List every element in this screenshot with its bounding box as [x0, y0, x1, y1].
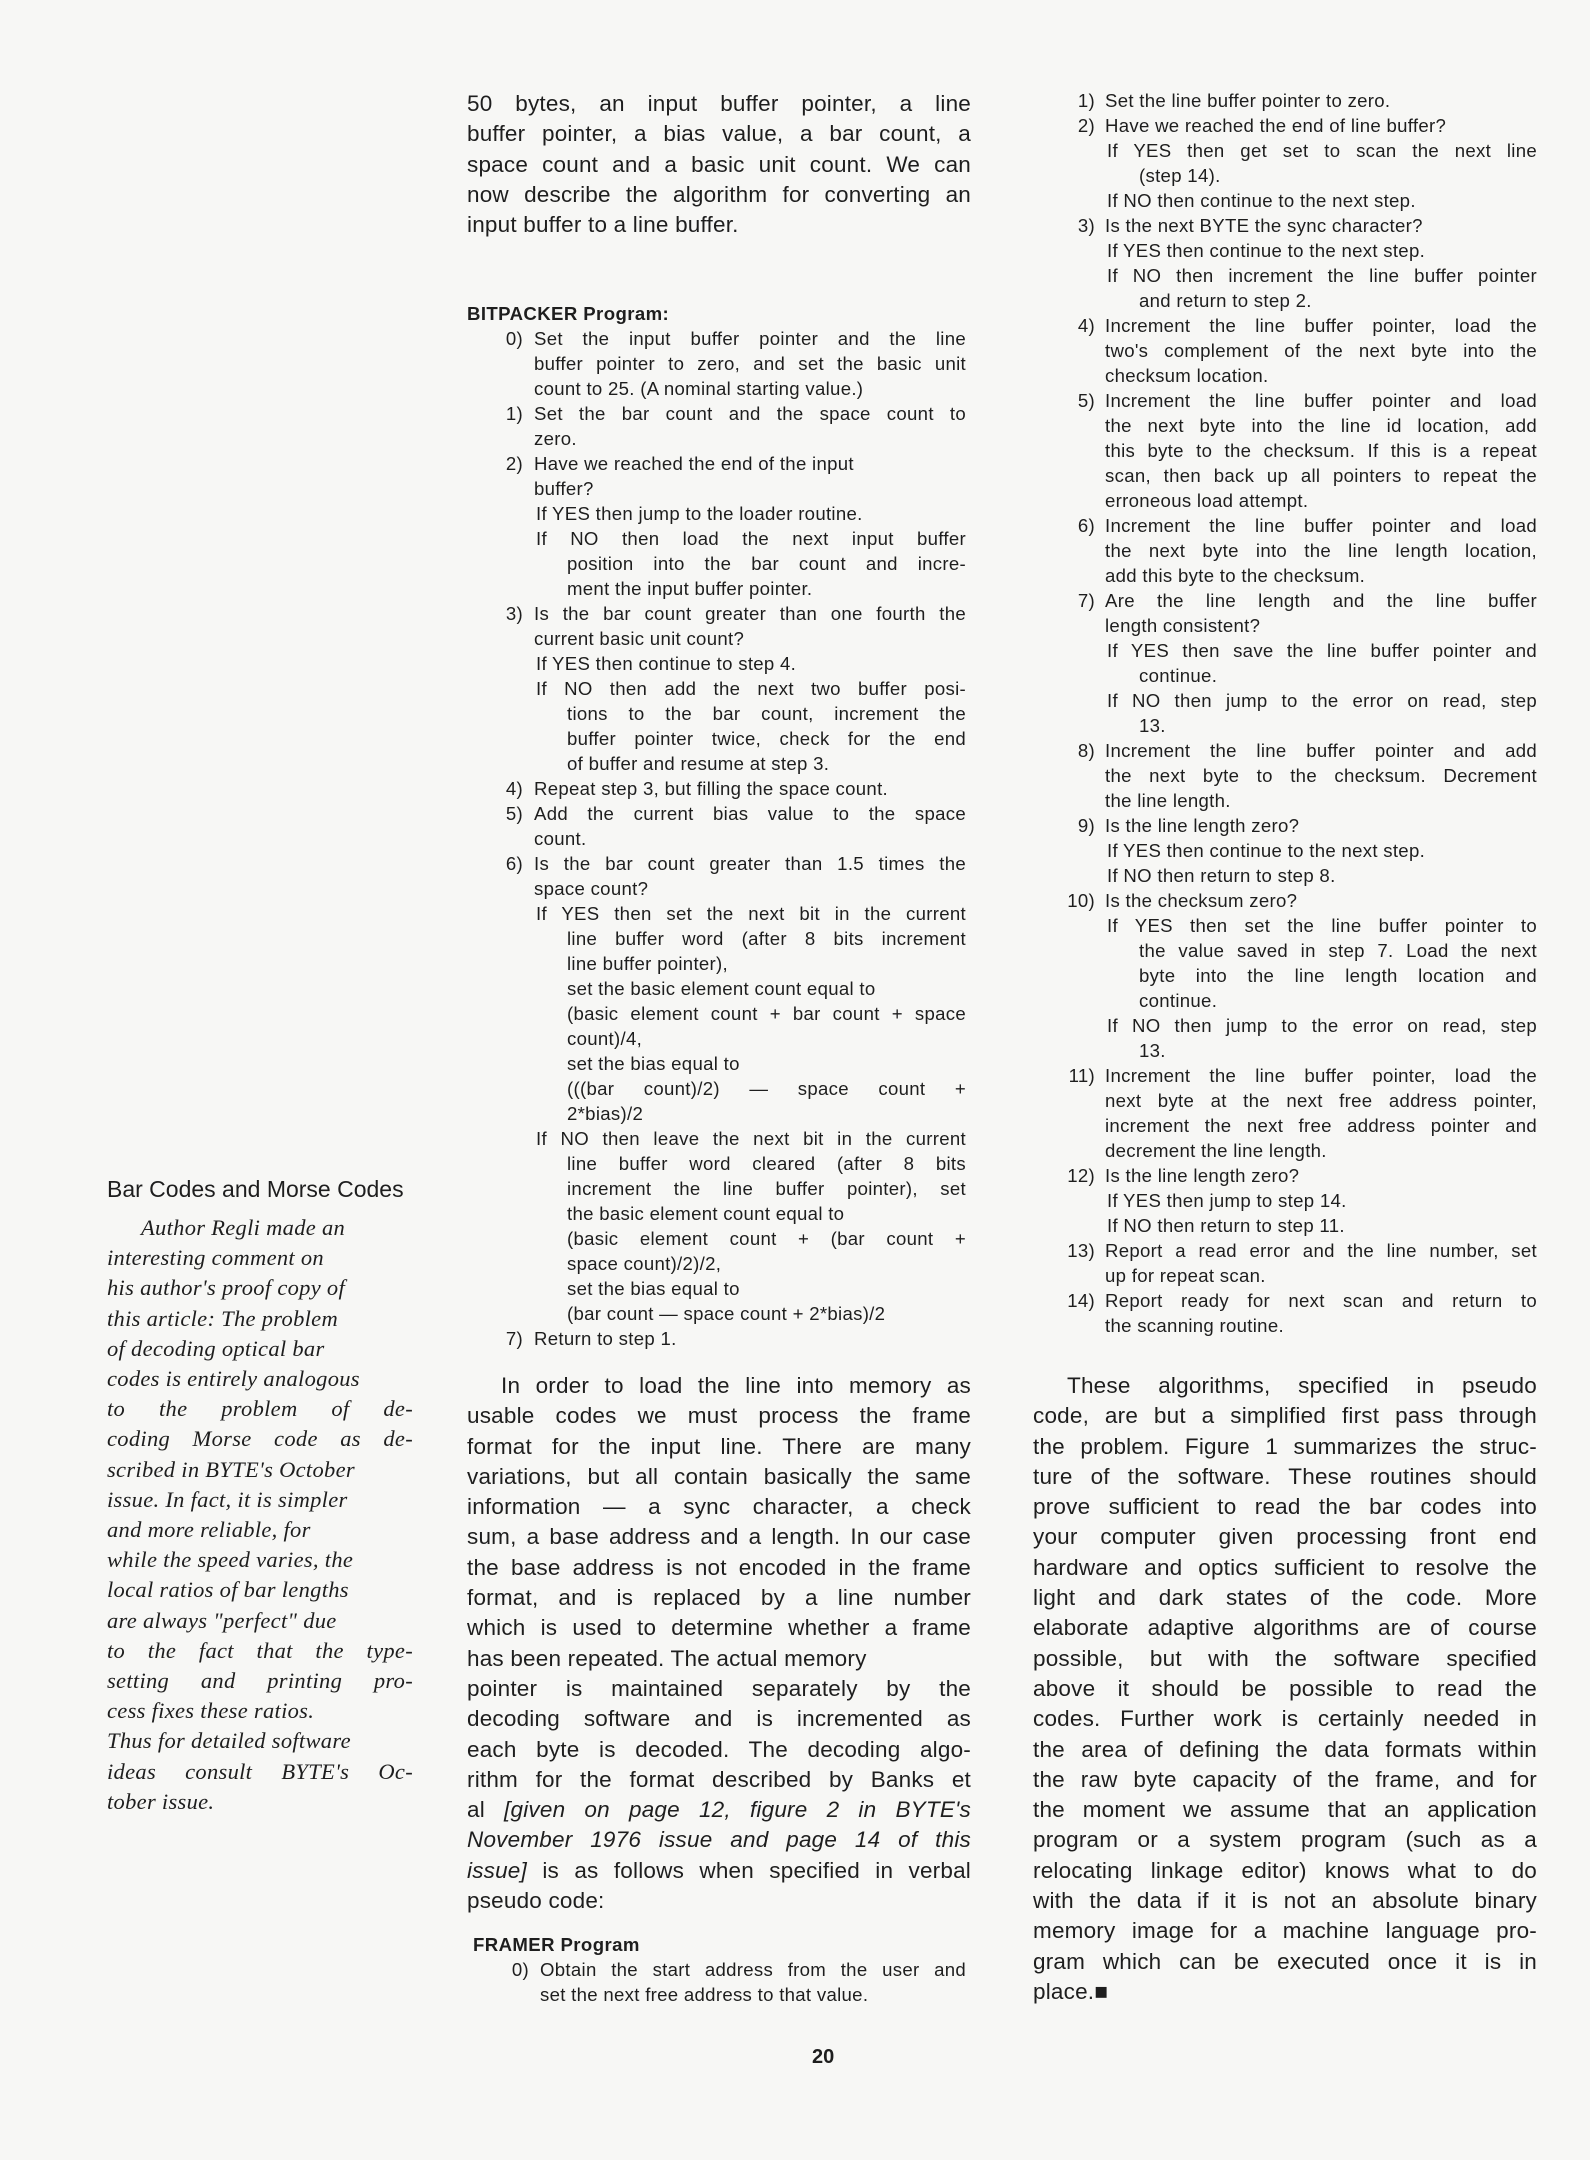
step-number: 5)	[1077, 390, 1095, 411]
text-line: If NO then load the next input buffer	[536, 528, 966, 549]
text-line: now describe the algorithm for converting an	[467, 181, 971, 207]
italic-text: November 1976 issue and page 14 of this	[467, 1827, 971, 1853]
text-line: to the problem of de-	[107, 1396, 413, 1422]
step-number: 7)	[1077, 590, 1095, 611]
text-line: Add the current bias value to the space	[534, 803, 966, 824]
text-line: local ratios of bar lengths	[107, 1577, 349, 1603]
text-line: prove sufficient to read the bar codes into	[1033, 1494, 1537, 1520]
step-number: 4)	[505, 778, 523, 799]
text-line: set the bias equal to	[567, 1278, 740, 1299]
text-line: set the basic element count equal to	[567, 978, 876, 999]
text-line: increment the line buffer pointer), set	[567, 1178, 966, 1199]
text-line: Is the next BYTE the sync character?	[1105, 215, 1423, 236]
text-line: ideas consult BYTE's Oc-	[107, 1758, 413, 1784]
step-branch	[1107, 138, 1537, 188]
text-span: al	[467, 1797, 505, 1823]
framer-steps	[1059, 88, 1537, 1338]
step-branch	[536, 651, 966, 676]
framer-heading: FRAMER Program	[473, 1934, 640, 1955]
step-number: 6)	[505, 853, 523, 874]
text-line: the line length.	[1105, 790, 1231, 811]
text-line: setting and printing pro-	[107, 1668, 413, 1694]
text-line: Report a read error and the line number, set	[1105, 1240, 1537, 1261]
text-line: memory image for a machine language pro-	[1033, 1918, 1537, 1944]
text-line: which is used to determine whether a frame	[467, 1615, 971, 1641]
text-line: Report ready for next scan and return to	[1105, 1290, 1537, 1311]
step-number: 10)	[1067, 890, 1095, 911]
text-line: the scanning routine.	[1105, 1315, 1284, 1336]
text-line: pointer is maintained separately by the	[467, 1675, 971, 1701]
text-line: two's complement of the next byte into the	[1105, 340, 1537, 361]
text-line: decoding software and is incremented as	[467, 1706, 971, 1732]
step-branch	[1107, 838, 1537, 863]
step-branch	[1107, 913, 1537, 1013]
text-line: space count)/2)/2,	[567, 1253, 722, 1274]
text-line: relocating linkage editor) knows what to do	[1033, 1857, 1537, 1883]
text-line: Is the bar count greater than 1.5 times the	[534, 853, 966, 874]
text-line: variations, but all contain basically the same	[467, 1463, 971, 1489]
list-item	[467, 1326, 966, 1351]
text-line: line buffer word (after 8 bits increment	[567, 928, 966, 949]
text-line: If YES then jump to step 14.	[1107, 1190, 1347, 1211]
text-line: If YES then jump to the loader routine.	[536, 503, 863, 524]
text-line: count)/4,	[567, 1028, 643, 1049]
bitpacker-program	[467, 301, 966, 1351]
text-line: If YES then continue to the next step.	[1107, 840, 1426, 861]
text-line: scan, then back up all pointers to repeat the	[1105, 465, 1537, 486]
step-branch	[1107, 263, 1537, 313]
step-branch	[1107, 1013, 1537, 1063]
text-line: continue.	[1139, 990, 1218, 1011]
step-number: 12)	[1067, 1165, 1095, 1186]
text-line: If YES then continue to step 4.	[536, 653, 797, 674]
text-line	[467, 1795, 971, 1825]
text-line: set the bias equal to	[567, 1053, 740, 1074]
text-line: If NO then return to step 8.	[1107, 865, 1336, 886]
text-line: codes. Further work is certainly needed in	[1033, 1706, 1537, 1732]
text-line: format, and is replaced by a line number	[467, 1585, 971, 1611]
intro-paragraph	[467, 89, 971, 240]
text-line: each byte is decoded. The decoding algo-	[467, 1736, 971, 1762]
text-line: program or a system program (such as a	[1033, 1827, 1537, 1853]
text-line: up for repeat scan.	[1105, 1265, 1266, 1286]
text-line: elaborate adaptive algorithms are of course	[1033, 1615, 1537, 1641]
text-line: Increment the line buffer pointer and load	[1105, 515, 1537, 536]
text-line: usable codes we must process the frame	[467, 1403, 971, 1429]
list-item	[1059, 388, 1537, 513]
text-line: to the fact that the type-	[107, 1637, 413, 1663]
text-line: space count?	[534, 878, 649, 899]
text-line: Set the bar count and the space count to	[534, 403, 966, 424]
text-line: the value saved in step 7. Load the next	[1139, 940, 1537, 961]
list-item	[473, 1957, 966, 2007]
text-line: issue. In fact, it is simpler	[107, 1486, 348, 1512]
step-branch	[1107, 863, 1537, 888]
text-line: Increment the line buffer pointer and load	[1105, 390, 1537, 411]
text-line: hardware and optics sufficient to resolve the	[1033, 1554, 1537, 1580]
list-item	[467, 776, 966, 801]
list-item	[1059, 888, 1537, 1063]
step-number: 14)	[1067, 1290, 1095, 1311]
text-line: this article: The problem	[107, 1305, 339, 1331]
closing-paragraph	[1033, 1371, 1537, 2007]
step-number: 7)	[505, 1328, 523, 1349]
text-line: continue.	[1139, 665, 1218, 686]
text-line: this byte to the checksum. If this is a repeat	[1105, 440, 1537, 461]
list-item	[1059, 813, 1537, 888]
step-branch	[1107, 1213, 1537, 1238]
text-line: (basic element count + bar count + space	[567, 1003, 966, 1024]
text-line: the area of defining the data formats within	[1033, 1736, 1537, 1762]
text-line: 2*bias)/2	[567, 1103, 644, 1124]
text-line: If YES then get set to scan the next line	[1107, 140, 1537, 161]
italic-text: [given on page 12, figure 2 in BYTE's	[504, 1797, 971, 1823]
list-item	[1059, 1238, 1537, 1288]
list-item	[1059, 313, 1537, 388]
text-span: is as follows when specified in verbal	[526, 1857, 971, 1883]
text-line: of decoding optical bar	[107, 1335, 325, 1361]
text-line: light and dark states of the code. More	[1033, 1585, 1537, 1611]
text-line: (basic element count + (bar count +	[567, 1228, 966, 1249]
list-item	[1059, 513, 1537, 588]
step-number: 2)	[1077, 115, 1095, 136]
text-line: 50 bytes, an input buffer pointer, a line	[467, 91, 971, 116]
text-line: If NO then add the next two buffer posi-	[536, 678, 966, 699]
text-line: Increment the line buffer pointer and add	[1105, 740, 1537, 761]
step-number: 9)	[1077, 815, 1095, 836]
text-line: If YES then set the line buffer pointer to	[1107, 915, 1537, 936]
text-line: tober issue.	[107, 1788, 215, 1814]
step-branch	[1107, 188, 1537, 213]
step-number: 8)	[1077, 740, 1095, 761]
text-line: buffer pointer to zero, and set the basic unit	[534, 353, 966, 374]
list-item	[1059, 588, 1537, 738]
text-line: If NO then jump to the error on read, step	[1107, 1015, 1537, 1036]
text-line: the problem. Figure 1 summarizes the struc-	[1033, 1433, 1537, 1459]
list-item	[467, 401, 966, 451]
text-line: If NO then increment the line buffer pointer	[1107, 265, 1537, 286]
text-line: current basic unit count?	[534, 628, 745, 649]
text-line: has been repeated. The actual memory	[467, 1645, 867, 1671]
text-line: buffer pointer twice, check for the end	[567, 728, 966, 749]
step-branch	[536, 1126, 966, 1326]
list-item	[467, 851, 966, 1326]
text-line: the raw byte capacity of the frame, and for	[1033, 1766, 1537, 1792]
text-line: rithm for the format described by Banks et	[467, 1766, 971, 1792]
text-line: coding Morse code as de-	[107, 1426, 413, 1452]
framer-steps-start	[473, 1957, 966, 2007]
text-line: Is the line length zero?	[1105, 815, 1300, 836]
text-line: Return to step 1.	[534, 1328, 677, 1349]
text-line: Have we reached the end of the input	[534, 453, 854, 474]
text-line: the moment we assume that an application	[1033, 1797, 1537, 1823]
text-line: above it should be possible to read the	[1033, 1675, 1537, 1701]
list-item	[467, 601, 966, 776]
sidebar-note	[107, 1213, 413, 1817]
list-item	[1059, 113, 1537, 213]
text-line: erroneous load attempt.	[1105, 490, 1309, 511]
bitpacker-steps	[467, 326, 966, 1351]
text-line: code, are but a simplified first pass through	[1033, 1403, 1537, 1429]
step-branch	[536, 901, 966, 1126]
step-number: 0)	[505, 328, 523, 349]
bitpacker-heading: BITPACKER Program:	[467, 303, 670, 324]
step-number: 3)	[1077, 215, 1095, 236]
text-line: his author's proof copy of	[107, 1275, 346, 1301]
text-line: length consistent?	[1105, 615, 1261, 636]
step-number: 13)	[1067, 1240, 1095, 1261]
list-item	[1059, 88, 1537, 113]
text-line: add this byte to the checksum.	[1105, 565, 1366, 586]
text-line	[467, 1856, 971, 1886]
step-number: 5)	[505, 803, 523, 824]
text-line: buffer?	[534, 478, 594, 499]
text-line: decrement the line length.	[1105, 1140, 1327, 1161]
text-line: tions to the bar count, increment the	[567, 703, 966, 724]
text-line: count.	[534, 828, 587, 849]
text-line: (((bar count)/2) — space count +	[567, 1078, 966, 1099]
text-line: scribed in BYTE's October	[107, 1456, 355, 1482]
list-item	[1059, 213, 1537, 313]
text-line: the next byte to the checksum. Decrement	[1105, 765, 1537, 786]
step-branch	[536, 676, 966, 776]
italic-text: issue]	[467, 1857, 527, 1883]
text-line: Is the bar count greater than one fourth the	[534, 603, 966, 624]
step-number: 6)	[1077, 515, 1095, 536]
step-branch	[1107, 238, 1537, 263]
text-line: format for the input line. There are many	[467, 1433, 971, 1459]
text-line: space count and a basic unit count. We can	[467, 151, 971, 177]
text-line: while the speed varies, the	[107, 1547, 354, 1573]
text-line: Obtain the start address from the user and	[540, 1959, 966, 1980]
text-line: with the data if it is not an absolute binary	[1033, 1888, 1537, 1914]
text-line: line buffer pointer),	[567, 953, 728, 974]
text-line: your computer given processing front end	[1033, 1524, 1537, 1550]
list-item	[467, 801, 966, 851]
text-line: interesting comment on	[107, 1245, 324, 1271]
step-branch	[1107, 1188, 1537, 1213]
framer-program-continued	[1059, 88, 1537, 1338]
text-line: If NO then return to step 11.	[1107, 1215, 1345, 1236]
text-line: If YES then set the next bit in the current	[536, 903, 966, 924]
list-item	[1059, 1063, 1537, 1163]
step-number: 2)	[505, 453, 523, 474]
text-line: These algorithms, specified in pseudo	[1067, 1373, 1537, 1398]
text-line: Increment the line buffer pointer, load the	[1105, 1065, 1537, 1086]
text-line	[467, 1825, 971, 1855]
text-line: are always "perfect" due	[107, 1607, 337, 1633]
text-line: Set the input buffer pointer and the line	[534, 328, 966, 349]
text-line: (step 14).	[1139, 165, 1221, 186]
step-number: 1)	[505, 403, 523, 424]
text-line: set the next free address to that value.	[540, 1984, 869, 2005]
list-item	[1059, 1163, 1537, 1238]
text-line: increment the next free address pointer and	[1105, 1115, 1537, 1136]
text-line: If YES then continue to the next step.	[1107, 240, 1426, 261]
text-line: Author Regli made an	[141, 1215, 346, 1240]
text-line: If NO then leave the next bit in the current	[536, 1128, 966, 1149]
text-line: and more reliable, for	[107, 1517, 311, 1543]
step-number: 11)	[1068, 1065, 1095, 1086]
step-branch	[1107, 688, 1537, 738]
text-line: the base address is not encoded in the frame	[467, 1554, 971, 1580]
step-number: 4)	[1077, 315, 1095, 336]
list-item	[1059, 738, 1537, 813]
list-item	[467, 326, 966, 401]
text-line: place.■	[1033, 1978, 1109, 2004]
text-line: gram which can be executed once it is in	[1033, 1948, 1537, 1974]
text-line: the basic element count equal to	[567, 1203, 845, 1224]
text-line: Have we reached the end of line buffer?	[1105, 115, 1447, 136]
text-line: zero.	[534, 428, 577, 449]
step-number: 1)	[1077, 90, 1095, 111]
text-line: position into the bar count and incre-	[567, 553, 966, 574]
text-line: Is the checksum zero?	[1105, 890, 1298, 911]
text-line: cess fixes these ratios.	[107, 1698, 315, 1724]
page-number: 20	[812, 2046, 835, 2068]
text-line: ment the input buffer pointer.	[567, 578, 813, 599]
text-line: ture of the software. These routines should	[1033, 1463, 1537, 1489]
text-line: the next byte into the line id location, add	[1105, 415, 1537, 436]
text-line: If NO then continue to the next step.	[1107, 190, 1416, 211]
text-line: sum, a base address and a length. In our case	[467, 1524, 971, 1550]
text-line: buffer pointer, a bias value, a bar count, a	[467, 121, 971, 147]
text-line: Repeat step 3, but filling the space count.	[534, 778, 889, 799]
text-line: Thus for detailed software	[107, 1728, 351, 1754]
text-line: count to 25. (A nominal starting value.)	[534, 378, 864, 399]
text-line: next byte at the next free address pointer,	[1105, 1090, 1537, 1111]
text-line: 13.	[1139, 715, 1166, 736]
text-line: Set the line buffer pointer to zero.	[1105, 90, 1391, 111]
step-number: 3)	[505, 603, 523, 624]
text-line: of buffer and resume at step 3.	[567, 753, 830, 774]
text-line: In order to load the line into memory as	[501, 1373, 971, 1398]
text-line: 13.	[1139, 1040, 1166, 1061]
text-line: Are the line length and the line buffer	[1105, 590, 1537, 611]
text-line: If YES then save the line buffer pointer and	[1107, 640, 1537, 661]
text-line: possible, but with the software specified	[1033, 1645, 1537, 1671]
text-line: Is the line length zero?	[1105, 1165, 1300, 1186]
text-line: input buffer to a line buffer.	[467, 212, 739, 238]
text-line: checksum location.	[1105, 365, 1269, 386]
step-number: 0)	[511, 1959, 529, 1980]
text-line: Increment the line buffer pointer, load the	[1105, 315, 1537, 336]
text-line: (bar count — space count + 2*bias)/2	[567, 1303, 886, 1324]
frame-format-paragraph	[467, 1371, 971, 1916]
list-item	[1059, 1288, 1537, 1338]
text-line: information — a sync character, a check	[467, 1494, 971, 1520]
framer-program	[473, 1932, 966, 2007]
list-item	[467, 451, 966, 601]
text-line: and return to step 2.	[1139, 290, 1312, 311]
step-branch	[536, 526, 966, 601]
text-line: line buffer word cleared (after 8 bits	[567, 1153, 966, 1174]
text-line: If NO then jump to the error on read, step	[1107, 690, 1537, 711]
text-line: pseudo code:	[467, 1888, 605, 1914]
text-line: codes is entirely analogous	[107, 1366, 360, 1392]
text-line: the next byte into the line length location,	[1105, 540, 1537, 561]
step-branch	[536, 501, 966, 526]
sidebar-heading: Bar Codes and Morse Codes	[107, 1176, 404, 1202]
text-line: byte into the line length location and	[1139, 965, 1537, 986]
step-branch	[1107, 638, 1537, 688]
